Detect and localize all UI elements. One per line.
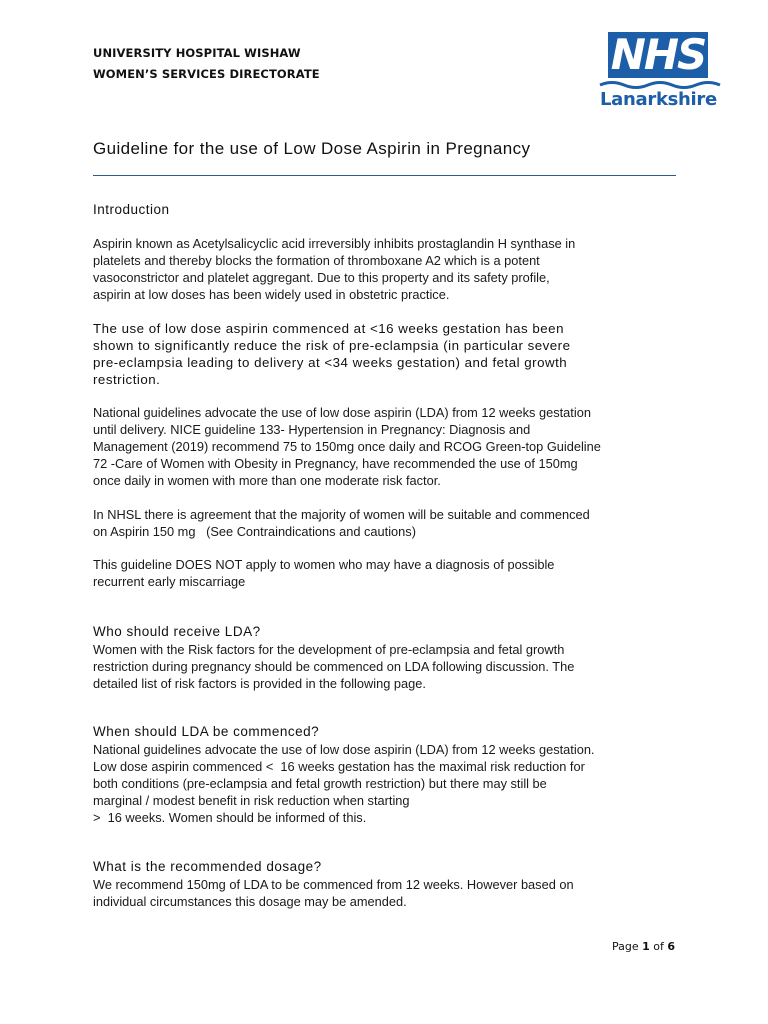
intro-paragraph-3: National guidelines advocate the use of low dose aspirin (LDA) from 12 weeks gestation until delivery. NICE guideline 133- Hypertension in Pregnancy: Diagnosis and Management (2019) recommend 75 to 150mg once daily and RCOG Green-top Guideline 72 -Care of Women with Obesity in Pregnancy, have recommended the use of 150mg once daily in women with more than one moderate risk factor. bbox=[93, 405, 601, 488]
nhs-wordmark: NHS bbox=[608, 32, 708, 78]
nhs-lanarkshire-logo bbox=[596, 30, 720, 116]
directorate-name: WOMEN’S SERVICES DIRECTORATE bbox=[93, 67, 320, 81]
region-name: Lanarkshire bbox=[600, 89, 717, 110]
page-number: Page 1 of 6 bbox=[612, 940, 676, 953]
dosage-heading: What is the recommended dosage? bbox=[93, 859, 322, 874]
intro-paragraph-2: The use of low dose aspirin commenced at <16 weeks gestation has been shown to significantly reduce the risk of pre-eclampsia (in particular severe pre-eclampsia leading to delivery at <34 weeks gestation) and fetal growth restriction. bbox=[93, 321, 571, 387]
organization-header bbox=[93, 43, 320, 85]
who-heading: Who should receive LDA? bbox=[93, 624, 261, 639]
when-heading: When should LDA be commenced? bbox=[93, 724, 320, 739]
hospital-name: UNIVERSITY HOSPITAL WISHAW bbox=[93, 46, 301, 60]
who-paragraph: Women with the Risk factors for the development of pre-eclampsia and fetal growth restriction during pregnancy should be commenced on LDA following discussion. The detailed list of risk factors is provided in the following page. bbox=[93, 642, 575, 691]
when-paragraph: National guidelines advocate the use of low dose aspirin (LDA) from 12 weeks gestation. Low dose aspirin commenced < 16 weeks gestation has the maximal risk reduction for both conditions (pre-eclampsia and fetal growth restriction) but there may still be marginal / modest benefit in risk reduction when starting > 16 weeks. Women should be informed of this. bbox=[93, 742, 595, 825]
introduction-heading: Introduction bbox=[93, 202, 170, 217]
title-divider bbox=[93, 175, 676, 176]
intro-paragraph-5: This guideline DOES NOT apply to women who may have a diagnosis of possible recurrent early miscarriage bbox=[93, 557, 555, 589]
intro-paragraph-4: In NHSL there is agreement that the majority of women will be suitable and commenced on Aspirin 150 mg (See Contraindications and cautions) bbox=[93, 507, 590, 539]
dosage-paragraph: We recommend 150mg of LDA to be commenced from 12 weeks. However based on individual circumstances this dosage may be amended. bbox=[93, 877, 574, 909]
intro-paragraph-1: Aspirin known as Acetylsalicyclic acid irreversibly inhibits prostaglandin H synthase in platelets and thereby blocks the formation of thromboxane A2 which is a potent vasoconstrictor and platelet aggregant. Due to this property and its safety profile, aspirin at low doses has been widely used in obstetric practice. bbox=[93, 236, 576, 302]
document-title: Guideline for the use of Low Dose Aspirin in Pregnancy bbox=[93, 139, 531, 158]
